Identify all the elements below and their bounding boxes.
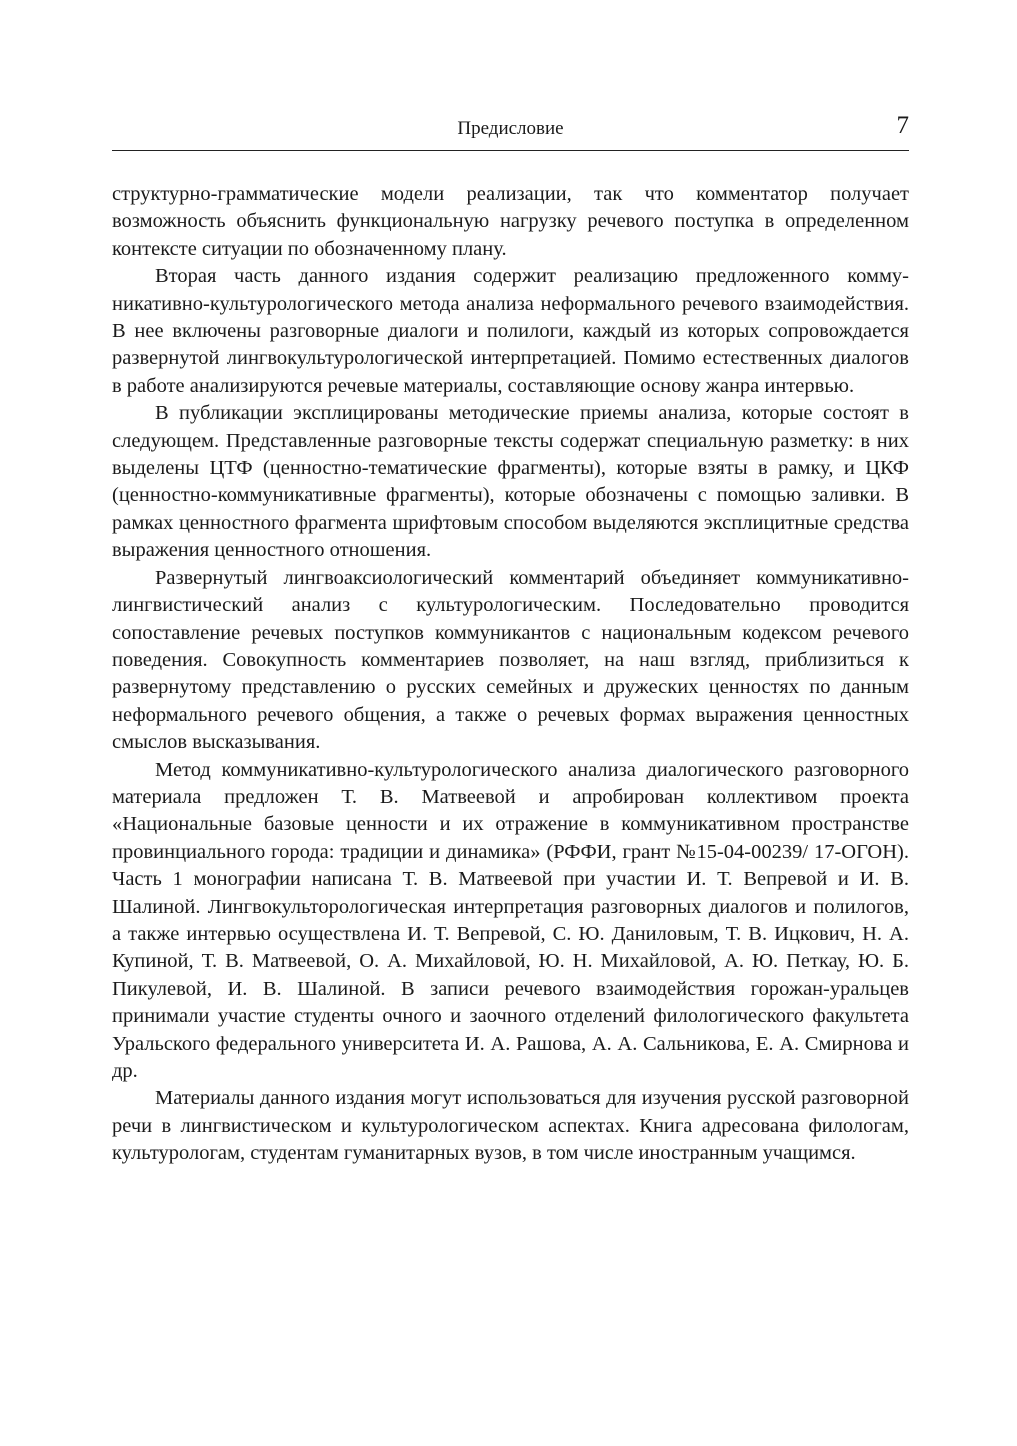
page-number: 7	[896, 112, 909, 139]
paragraph: Развернутый лингвоаксиологический комментарий объединяет коммуникативно-лингвистический анализ с культурологическим. Последовательно проводится сопоставление речевых поступков коммуникантов с национальным кодексом речевого поведения. Совокупность комментариев позволяет, на наш взгляд, приблизиться к развернутому представлению о русских семейных и дружеских ценностях по данным неформального речевого общения, а также о речевых формах выражения ценностных смыслов высказывания.	[112, 566, 909, 754]
header-title: Предисловие	[457, 118, 564, 139]
paragraph: Вторая часть данного издания содержит реализацию предложенного коммуникативно-культурологического метода анализа неформального речевого взаимодействия. В нее включены разговорные диалоги и полилоги, каждый из которых сопровождается развернутой лингвокультурологической интерпретацией. Помимо естественных диалогов в работе анализируются речевые материалы, составляющие основу жанра интервью.	[112, 265, 909, 397]
paragraph: Метод коммуникативно-культурологического анализа диалогического разговорного материала предложен Т. В. Матвеевой и апробирован коллективом проекта «Национальные базовые ценности и их отражение в коммуникативном пространстве провинциального города: традиции и динамика» (РФФИ, грант №15-04-00239/ 17-ОГОН). Часть 1 монографии написана Т. В. Матвеевой при участии И. Т. Вепревой и И. В. Шалиной. Лингвокульторологическая интерпретация разговорных диалогов и полилогов, а также интервью осуществлена И. Т. Вепревой, С. Ю. Даниловым, Т. В. Ицкович, Н. А. Купиной, Т. В. Матвеевой, О. А. Михайловой, Ю. Н. Михайловой, А. Ю. Петкау, Ю. Б. Пикулевой, И. В. Шалиной. В записи речевого взаимодействия горожан-уральцев принимали участие студенты очного и заочного отделений филологического факультета Уральского федерального университета И. А. Рашова, А. А. Сальникова, Е. А. Смирнова и др.	[112, 758, 909, 1082]
paragraph-continued: структурно-грамматические модели реализации, так что комментатор получает возможность объяснить функциональную нагрузку речевого поступка в определенном контексте ситуации по обозначенному плану.	[112, 183, 909, 260]
paragraph: В публикации эксплицированы методические приемы анализа, которые состоят в следующем. Представленные разговорные тексты содержат специальную разметку: в них выделены ЦТФ (ценностно-тематические фрагменты), которые взяты в рамку, и ЦКФ (ценностно-коммуникативные фрагменты), которые обозначены с помощью заливки. В рамках ценностного фрагмента шрифтовым способом выделяются эксплицитные средства выражения ценностного отношения.	[112, 402, 909, 562]
body-text	[112, 181, 909, 1168]
paragraph: Материалы данного издания могут использоваться для изучения русской разговорной речи в лингвистическом и культурологическом аспектах. Книга адресована филологам, культурологам, студентам гуманитарных вузов, в том числе иностранным учащимся.	[112, 1087, 909, 1165]
running-header	[112, 112, 909, 151]
